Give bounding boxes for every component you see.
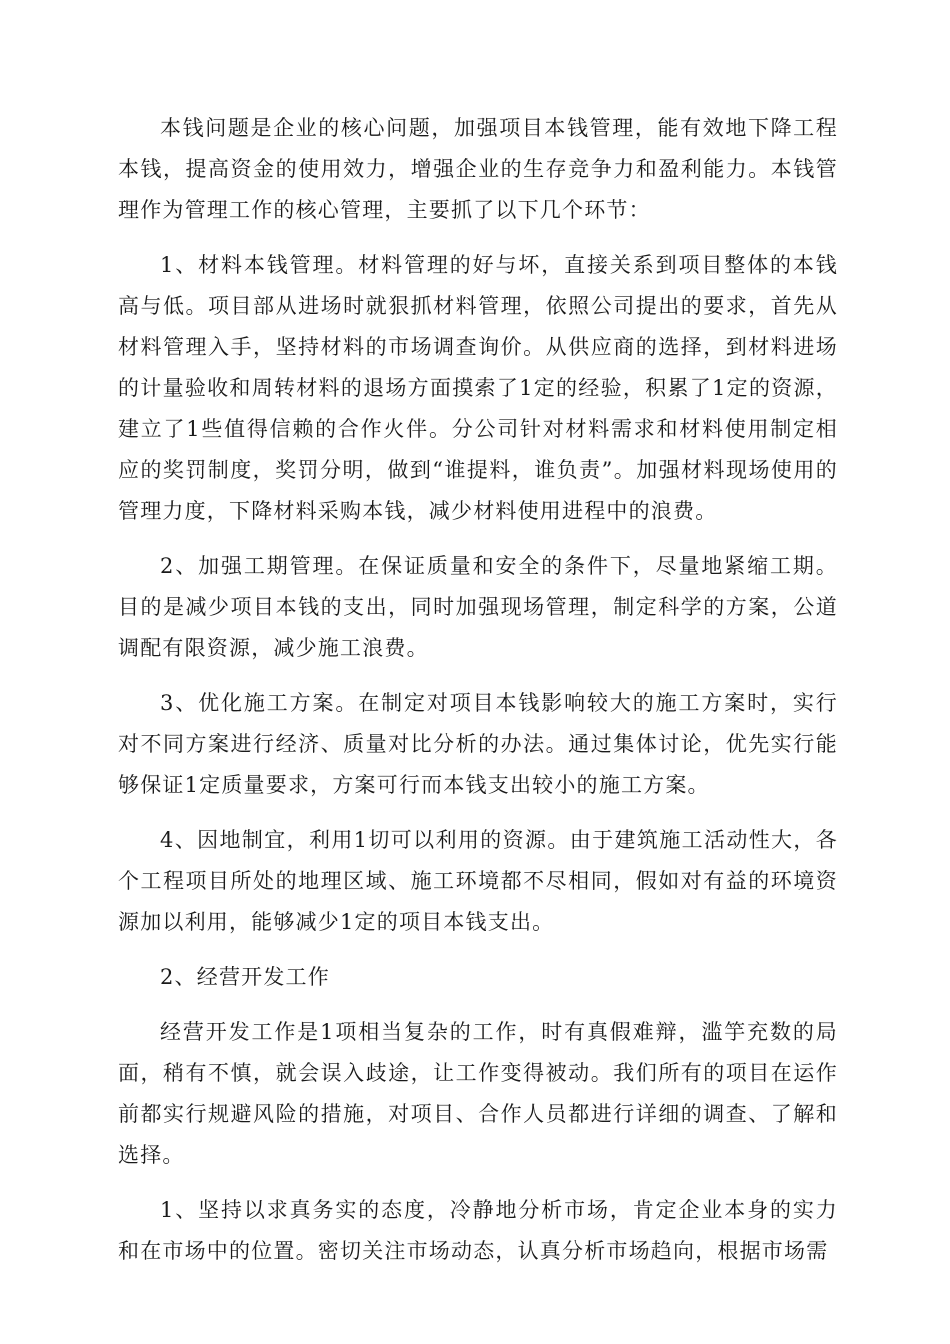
section-heading-business-development: 2、经营开发工作: [160, 965, 330, 989]
paragraph-construction-plan: 3、优化施工方案。在制定对项目本钱影响较大的施工方案时，实行对不同方案进行经济、质量对比分析的办法。通过集体讨论，优先实行能够保证1定质量要求，方案可行而本钱支出较小的施工方案。: [118, 691, 838, 797]
document-body: [118, 108, 838, 1286]
paragraph-material-cost: 1、材料本钱管理。材料管理的好与坏，直接关系到项目整体的本钱高与低。项目部从进场时就狠抓材料管理，依照公司提出的要求，首先从材料管理入手，坚持材料的市场调查询价。从供应商的选择，到材料进场的计量验收和周转材料的退场方面摸索了1定的经验，积累了1定的资源，建立了1些值得信赖的合作火伴。分公司针对材料需求和材料使用制定相应的奖罚制度，奖罚分明，做到“谁提料，谁负责”。加强材料现场使用的管理力度，下降材料采购本钱，减少材料使用进程中的浪费。: [118, 253, 838, 523]
paragraph-schedule-management: 2、加强工期管理。在保证质量和安全的条件下，尽量地紧缩工期。目的是减少项目本钱的支出，同时加强现场管理，制定科学的方案，公道调配有限资源，减少施工浪费。: [118, 554, 838, 660]
paragraph-business-development: 经营开发工作是1项相当复杂的工作，时有真假难辩，滥竽充数的局面，稍有不慎，就会误入歧途，让工作变得被动。我们所有的项目在运作前都实行规避风险的措施，对项目、合作人员都进行详细的调查、了解和选择。: [118, 1020, 838, 1167]
paragraph-market-analysis: 1、坚持以求真务实的态度，冷静地分析市场，肯定企业本身的实力和在市场中的位置。密切关注市场动态，认真分析市场趋向，根据市场需: [118, 1198, 838, 1263]
paragraph-cost-intro: 本钱问题是企业的核心问题，加强项目本钱管理，能有效地下降工程本钱，提高资金的使用效力，增强企业的生存竞争力和盈利能力。本钱管理作为管理工作的核心管理，主要抓了以下几个环节：: [118, 116, 838, 222]
paragraph-local-resources: 4、因地制宜，利用1切可以利用的资源。由于建筑施工活动性大，各个工程项目所处的地理区域、施工环境都不尽相同，假如对有益的环境资源加以利用，能够减少1定的项目本钱支出。: [118, 828, 838, 934]
